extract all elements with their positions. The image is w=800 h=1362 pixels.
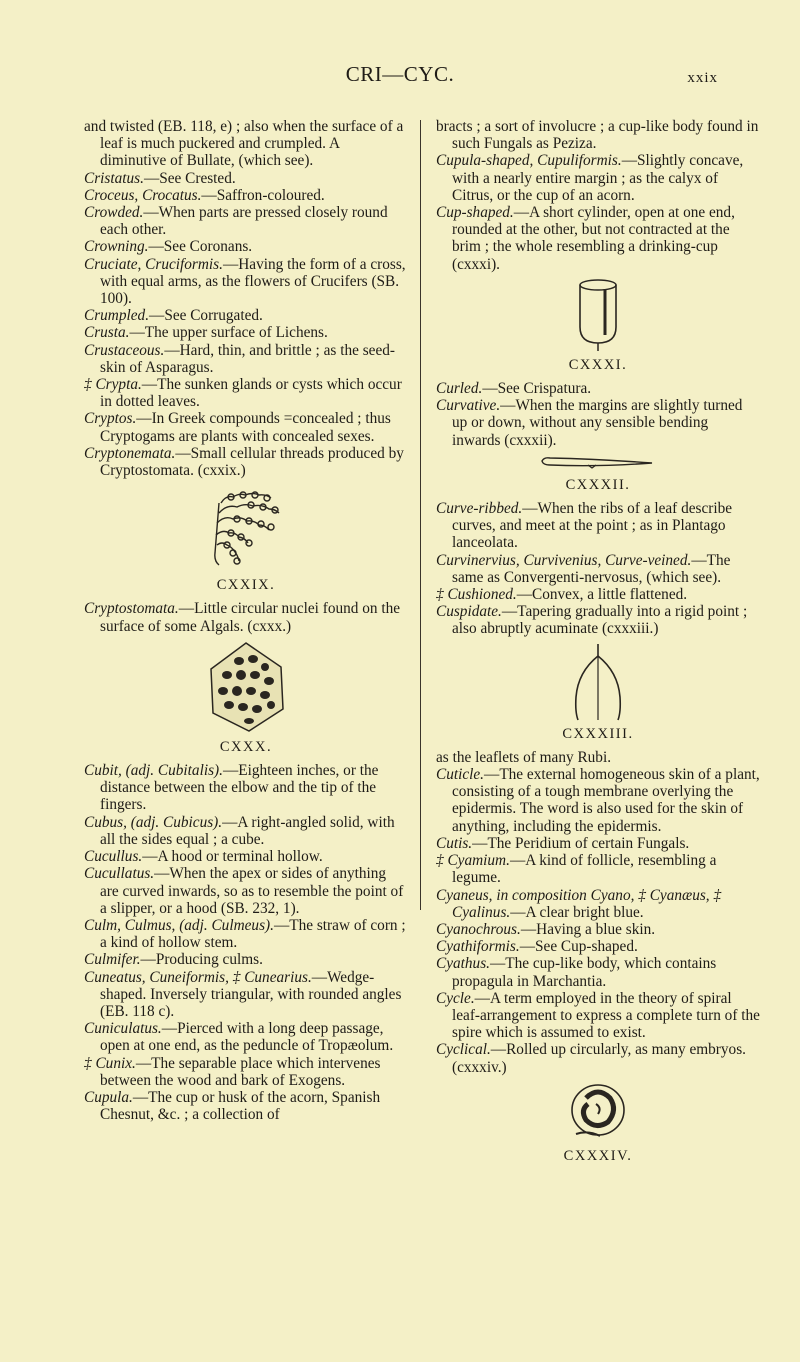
glossary-entry: Cupula-shaped, Cupuliformis.—Slightly concave, with a nearly entire margin ; as the calyx of Citrus, or the cup of an acorn. — [436, 152, 744, 204]
glossary-entry: Cuneatus, Cuneiformis, ‡ Cunearius.—Wedge-shaped. Inversely triangular, with rounded angles (EB. 118 c). — [84, 968, 402, 1020]
headword: Cuspidate. — [436, 603, 502, 621]
headword: Cyclical. — [436, 1041, 491, 1059]
headword: Cryptonemata. — [84, 444, 176, 462]
headword: Cyanochrous. — [436, 920, 521, 938]
glossary-entry: Cuniculatus.—Pierced with a long deep passage, open at one end, as the peduncle of Tropæolum. — [84, 1020, 394, 1055]
figure-caption: CXXXIII. — [562, 725, 634, 742]
headword: Cyathus. — [436, 955, 490, 973]
headword: Cruciate, Cruciformis. — [84, 255, 223, 273]
headword: ‡ Cyamium. — [436, 852, 510, 870]
figure-caption: CXXIX. — [216, 577, 276, 594]
headword: Cutis. — [436, 834, 473, 852]
headword: Cubit, (adj. Cubitalis). — [84, 762, 223, 780]
glossary-entry: Curve-ribbed.—When the ribs of a leaf describe curves, and meet at the point ; as in Plantago lanceolata. — [436, 500, 733, 552]
headword: Cup-shaped. — [436, 204, 514, 222]
headword: Curvative. — [436, 397, 501, 415]
headword: Crowded. — [84, 204, 144, 222]
page-number: xxix — [687, 70, 718, 86]
headword: Cucullatus. — [84, 865, 155, 883]
cyclical-embryo-figure-icon — [436, 1080, 760, 1144]
headword: Cuneatus, Cuneiformis, ‡ Cunearius. — [84, 968, 312, 986]
glossary-entry: Cyathus.—The cup-like body, which contains propagula in Marchantia. — [436, 955, 717, 990]
glossary-entry: Cupula.—The cup or husk of the acorn, Spanish Chesnut, &c. ; a collection of — [84, 1088, 381, 1124]
curvative-leaf-figure-icon — [436, 453, 760, 473]
glossary-entry: Cuticle.—The external homogeneous skin of a plant, consisting of a tough membrane overlying the epidermis. The word is also used for the skin of anything, including the epidermis. — [436, 766, 760, 835]
headword: Curled. — [436, 380, 483, 398]
glossary-entry: Crumpled.—See Corrugated. — [84, 307, 263, 325]
headword: Curvinervius, Curvivenius, Curve-veined. — [436, 551, 692, 569]
headword: Cucullus. — [84, 848, 143, 866]
cuspidate-leaf-figure-icon — [436, 642, 760, 722]
headword: ‡ Crypta. — [84, 376, 142, 394]
figure-caption: CXXXI. — [568, 356, 628, 373]
headword: Curve-ribbed. — [436, 500, 523, 518]
glossary-entry: Cristatus.—See Crested. — [84, 169, 236, 187]
headword: Crusta. — [84, 324, 130, 342]
glossary-entry: Cup-shaped.—A short cylinder, open at one end, rounded at the other, but not contracted at the brim ; the whole resembling a drinking-cup (cxxxi). — [436, 204, 735, 273]
headword: Cuniculatus. — [84, 1020, 162, 1038]
headword: Croceus, Crocatus. — [84, 186, 202, 204]
cup-figure-icon — [436, 277, 760, 353]
headword: ‡ Cushioned. — [436, 586, 517, 604]
headword: Cyaneus, in composition Cyano, ‡ Cyanæus, ‡ Cyalinus. — [436, 886, 722, 921]
glossary-entry: Cryptostomata.—Little circular nuclei found on the surface of some Algals. (cxxx.) — [84, 600, 401, 635]
cryptonemata-figure-icon — [84, 483, 408, 573]
right-column — [436, 118, 760, 1171]
headword: Crumpled. — [84, 307, 150, 325]
cryptostomata-figure-icon — [84, 639, 408, 735]
glossary-entry: Cryptos.—In Greek compounds =concealed ; thus Cryptogams are plants with concealed sexes. — [84, 410, 391, 445]
glossary-entry: Curled.—See Crispatura. — [436, 380, 592, 398]
headword: Cuticle. — [436, 766, 485, 784]
glossary-entry: Croceus, Crocatus.—Saffron-coloured. — [84, 186, 325, 204]
glossary-entry: Cutis.—The Peridium of certain Fungals. — [436, 834, 690, 852]
glossary-entry: Cuspidate.—Tapering gradually into a rigid point ; also abruptly acuminate (cxxxiii.) — [436, 603, 748, 638]
headword: Cryptostomata. — [84, 600, 179, 618]
headword: Cryptos. — [84, 410, 137, 428]
left-column — [84, 118, 408, 1123]
headword: Cupula. — [84, 1088, 133, 1106]
glossary-entry: Cyclical.—Rolled up circularly, as many embryos. (cxxxiv.) — [436, 1041, 746, 1076]
glossary-entry: Crustaceous.—Hard, thin, and brittle ; as the seed-skin of Asparagus. — [84, 341, 395, 376]
column-divider — [420, 120, 421, 910]
glossary-entry: and twisted (EB. 118, e) ; also when the surface of a leaf is much puckered and crumpled. A diminutive of Bullate, (which see). — [84, 118, 404, 170]
glossary-entry: ‡ Cushioned.—Convex, a little flattened. — [436, 586, 688, 604]
glossary-entry: Curvative.—When the margins are slightly turned up or down, without any sensible bending inwards (cxxxii). — [436, 397, 743, 449]
glossary-entry: Cycle.—A term employed in the theory of spiral leaf-arrangement to express a complete turn of the spire which is assumed to exist. — [436, 989, 760, 1042]
glossary-entry: Crowded.—When parts are pressed closely round each other. — [84, 204, 388, 239]
glossary-entry: Cubit, (adj. Cubitalis).—Eighteen inches, or the distance between the elbow and the tip of the fingers. — [84, 762, 379, 814]
headword: Culmifer. — [84, 951, 141, 969]
headword: Cyathiformis. — [436, 938, 520, 956]
glossary-entry: Cryptonemata.—Small cellular threads produced by Cryptostomata. (cxxix.) — [84, 444, 404, 480]
glossary-entry: Cyathiformis.—See Cup-shaped. — [436, 938, 638, 956]
headword: Culm, Culmus, (adj. Culmeus). — [84, 916, 274, 934]
figure-caption: CXXXII. — [565, 476, 631, 493]
page-header — [0, 62, 800, 92]
glossary-entry: Cucullus.—A hood or terminal hollow. — [84, 848, 323, 866]
glossary-entry: Cucullatus.—When the apex or sides of anything are curved inwards, so as to resemble the point of a slipper, or a hood (SB. 232, 1). — [84, 865, 404, 917]
glossary-entry: ‡ Cyamium.—A kind of follicle, resembling a legume. — [436, 852, 717, 887]
glossary-entry: Crowning.—See Coronans. — [84, 238, 253, 256]
headword: Cupula-shaped, Cupuliformis. — [436, 152, 622, 170]
glossary-entry: ‡ Crypta.—The sunken glands or cysts which occur in dotted leaves. — [84, 376, 402, 411]
glossary-entry: Crusta.—The upper surface of Lichens. — [84, 324, 328, 342]
headword: Crustaceous. — [84, 341, 165, 359]
glossary-entry: bracts ; a sort of involucre ; a cup-like body found in such Fungals as Peziza. — [436, 118, 759, 153]
glossary-entry: Culm, Culmus, (adj. Culmeus).—The straw of corn ; a kind of hollow stem. — [84, 916, 406, 952]
glossary-entry: Cubus, (adj. Cubicus).—A right-angled solid, with all the sides equal ; a cube. — [84, 813, 395, 848]
glossary-entry: Cyanochrous.—Having a blue skin. — [436, 920, 656, 938]
glossary-entry: Curvinervius, Curvivenius, Curve-veined.—The same as Convergenti-nervosus, (which see). — [436, 551, 731, 586]
figure-caption: CXXX. — [219, 738, 273, 755]
glossary-entry: Cruciate, Cruciformis.—Having the form of a cross, with equal arms, as the flowers of Crucifers (SB. 100). — [84, 255, 406, 308]
glossary-entry: Cyaneus, in composition Cyano, ‡ Cyanæus, ‡ Cyalinus.—A clear bright blue. — [436, 886, 722, 921]
headword: Crowning. — [84, 238, 149, 256]
running-head: CRI—CYC. — [345, 62, 455, 86]
glossary-entry: Culmifer.—Producing culms. — [84, 951, 263, 969]
glossary-entry: as the leaflets of many Rubi. — [436, 748, 612, 766]
figure-caption: CXXXIV. — [563, 1147, 633, 1164]
headword: Cubus, (adj. Cubicus). — [84, 813, 223, 831]
headword: Cycle. — [436, 989, 475, 1007]
headword: ‡ Cunix. — [84, 1054, 136, 1072]
glossary-entry: ‡ Cunix.—The separable place which intervenes between the wood and bark of Exogens. — [84, 1054, 381, 1089]
headword: Cristatus. — [84, 169, 144, 187]
